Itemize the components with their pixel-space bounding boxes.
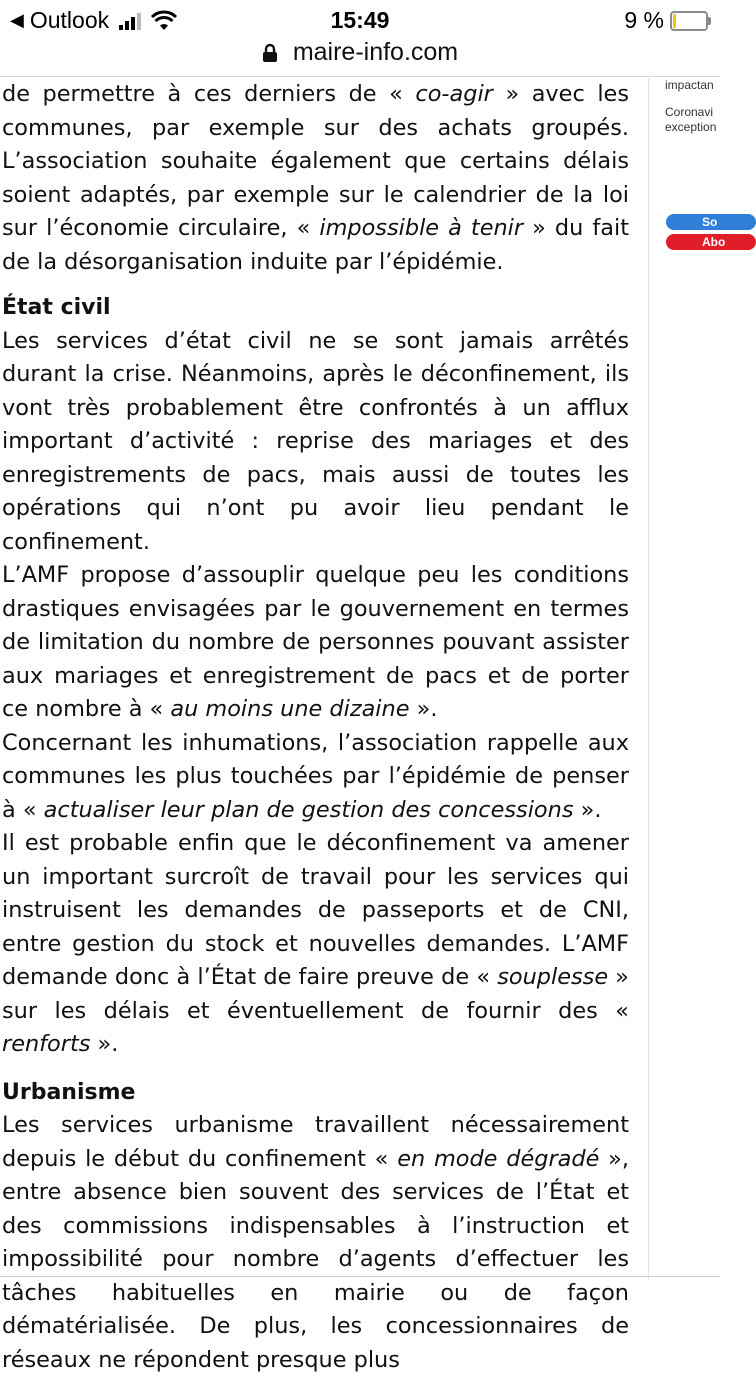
paragraph: Concernant les inhumations, l’association rappelle aux communes les plus touchées par l’épidémie de penser à « actualiser leur plan de gestion des concessions ». [2,729,629,823]
section-heading-urbanisme: Urbanisme [2,1079,136,1105]
lock-icon [262,43,278,63]
battery-icon [670,11,708,31]
subscribe-button[interactable]: Abo [666,234,756,250]
clock: 15:49 [330,7,390,33]
sidebar-link[interactable]: Coronavi [665,105,714,119]
battery-status [624,7,708,34]
back-arrow-icon: ◀ [10,10,24,30]
toolbar-divider [0,76,720,77]
sidebar-link[interactable]: impactan [665,78,714,92]
section-heading-etat-civil: État civil [2,295,111,320]
sidebar-link[interactable]: exception [665,120,717,134]
paragraph: Il est probable enfin que le déconfinement va amener un important surcroît de travail pour les services qui instruisent les demandes de passeports et de CNI, entre gestion du stock et nouvelles demandes. L’AMF demande donc à l’État de faire preuve de « souplesse » sur les délais et éventuellement de fournir des « renforts ». [2,830,629,1057]
status-bar [0,0,720,40]
sidebar-blue-button[interactable]: So [666,214,756,230]
bottom-edge [0,1276,720,1277]
article-body [2,78,629,1377]
address-bar[interactable] [0,38,720,76]
url-domain: maire-info.com [292,38,459,66]
paragraph: Les services d’état civil ne se sont jamais arrêtés durant la crise. Néanmoins, après le déconfinement, ils vont très probablement être confrontés à un afflux important d’activité : reprise des mariages et des enregistrements de pacs, mais aussi de toutes les opérations qui n’ont pu avoir lieu pendant le confinement. [2,327,629,555]
back-app-label: Outlook [29,7,110,33]
paragraph: Les services urbanisme travaillent nécessairement depuis le début du confinement « en mode dégradé », entre absence bien souvent des services de l’État et des commissions indispensables à l’instruction et impossibilité pour nombre d’agents d’effectuer les tâches habituelles en mairie ou de façon dématérialisée. De plus, les concessionnaires de réseaux ne répondent presque plus [2,1112,629,1373]
paragraph: de permettre à ces derniers de « co-agir » avec les communes, par exemple sur des achats groupés. L’association souhaite également que certains délais soient adaptés, par exemple sur le calendrier de la loi sur l’économie circulaire, « impossible à tenir » du fait de la désorganisation induite par l’épidémie. [2,81,629,275]
paragraph: L’AMF propose d’assouplir quelque peu les conditions drastiques envisagées par le gouvernement en termes de limitation du nombre de personnes pouvant assister aux mariages et enregistrement de pacs et de porter ce nombre à « au moins une dizaine ». [2,562,629,722]
battery-percent: 9 % [624,7,664,33]
sidebar [648,78,726,1280]
